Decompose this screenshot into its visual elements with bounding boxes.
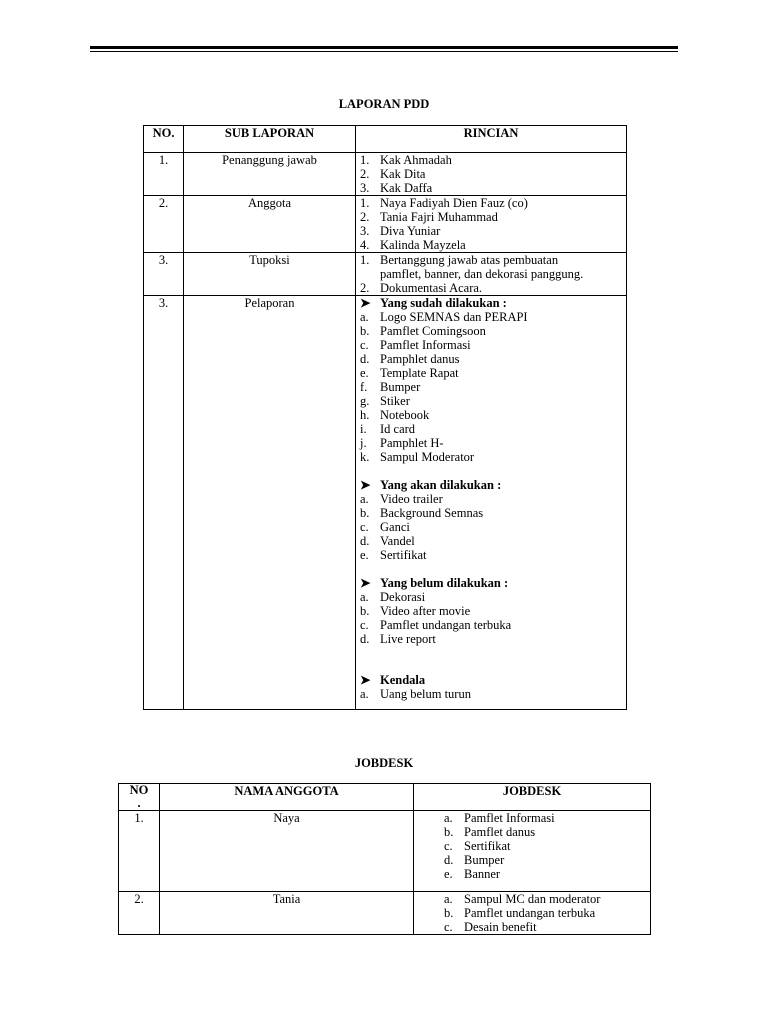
list-item: 3. Kak Daffa (360, 181, 433, 195)
row-name: Tania (160, 892, 414, 935)
table-row (119, 811, 651, 892)
row-rincian (356, 253, 627, 296)
row-jobdesk (414, 892, 651, 935)
row-rincian (356, 196, 627, 253)
arrow-right-icon: ➤ (360, 673, 371, 687)
list-item: b. Pamflet danus (444, 825, 536, 839)
row-sub: Anggota (184, 196, 356, 253)
row-no: 1. (119, 811, 160, 892)
row-rincian (356, 153, 627, 196)
section-heading: ➤ Kendala (360, 673, 426, 687)
list-item: b. Background Semnas (360, 506, 484, 520)
report-table (143, 125, 627, 710)
section-heading: ➤ Yang akan dilakukan : (360, 478, 502, 492)
table-row (144, 153, 627, 196)
list-item: c. Pamflet Informasi (360, 338, 471, 352)
row-no: 2. (119, 892, 160, 935)
row-jobdesk (414, 811, 651, 892)
list-item: c. Sertifikat (444, 839, 511, 853)
list-item: 1. Kak Ahmadah (360, 153, 452, 167)
list-item: a. Sampul MC dan moderator (444, 892, 601, 906)
list-item: e. Sertifikat (360, 548, 427, 562)
list-item: i. Id card (360, 422, 416, 436)
row-sub: Pelaporan (184, 296, 356, 710)
header-rule (90, 46, 678, 49)
list-item: 2. Kak Dita (360, 167, 426, 181)
table-row (119, 892, 651, 935)
list-item: c. Desain benefit (444, 920, 537, 934)
list-item: b. Video after movie (360, 604, 471, 618)
row-name: Naya (160, 811, 414, 892)
list-item: a. Logo SEMNAS dan PERAPI (360, 310, 528, 324)
list-item: a. Pamflet Informasi (444, 811, 555, 825)
list-item: 3. Diva Yuniar (360, 224, 441, 238)
list-item: 1. Bertanggung jawab atas pembuatan pamflet, banner, dan dekorasi panggung. (360, 253, 584, 281)
list-item: g. Stiker (360, 394, 410, 408)
header-rincian: RINCIAN (356, 126, 627, 153)
list-item: c. Pamflet undangan terbuka (360, 618, 512, 632)
list-item: j. Pamphlet H- (360, 436, 444, 450)
table-row (144, 196, 627, 253)
section-heading: ➤ Yang sudah dilakukan : (360, 296, 507, 310)
list-item: h. Notebook (360, 408, 430, 422)
row-sub: Penanggung jawab (184, 153, 356, 196)
arrow-right-icon: ➤ (360, 576, 371, 590)
list-item: d. Bumper (444, 853, 505, 867)
jobdesk-title: JOBDESK (354, 756, 414, 770)
list-item: 1. Naya Fadiyah Dien Fauz (co) (360, 196, 528, 210)
list-item: e. Template Rapat (360, 366, 459, 380)
list-item: a. Video trailer (360, 492, 443, 506)
list-item: f. Bumper (360, 380, 421, 394)
jobdesk-table-header (119, 784, 651, 811)
report-title: LAPORAN PDD (338, 97, 430, 111)
list-item: k. Sampul Moderator (360, 450, 475, 464)
list-item: d. Live report (360, 632, 436, 646)
header-no: NO . (119, 784, 160, 811)
arrow-right-icon: ➤ (360, 296, 371, 310)
list-item: b. Pamflet Comingsoon (360, 324, 486, 338)
list-item: b. Pamflet undangan terbuka (444, 906, 596, 920)
list-item: c. Ganci (360, 520, 410, 534)
report-table-header (144, 126, 627, 153)
table-row (144, 253, 627, 296)
jobdesk-table (118, 783, 651, 935)
list-item: d. Pamphlet danus (360, 352, 460, 366)
header-sub-laporan: SUB LAPORAN (184, 126, 356, 153)
list-item: a. Dekorasi (360, 590, 426, 604)
header-jobdesk: JOBDESK (414, 784, 651, 811)
list-item: d. Vandel (360, 534, 415, 548)
list-item: 2. Tania Fajri Muhammad (360, 210, 498, 224)
list-item: 2. Dokumentasi Acara. (360, 281, 483, 295)
section-heading: ➤ Yang belum dilakukan : (360, 576, 509, 590)
list-item: a. Uang belum turun (360, 687, 471, 701)
row-sub: Tupoksi (184, 253, 356, 296)
row-no: 3. (144, 296, 184, 710)
list-item: e. Banner (444, 867, 501, 881)
list-item: 4. Kalinda Mayzela (360, 238, 466, 252)
header-no: NO. (144, 126, 184, 153)
arrow-right-icon: ➤ (360, 478, 371, 492)
table-row (144, 296, 627, 710)
header-nama-anggota: NAMA ANGGOTA (160, 784, 414, 811)
row-no: 3. (144, 253, 184, 296)
row-rincian (356, 296, 627, 710)
row-no: 1. (144, 153, 184, 196)
row-no: 2. (144, 196, 184, 253)
